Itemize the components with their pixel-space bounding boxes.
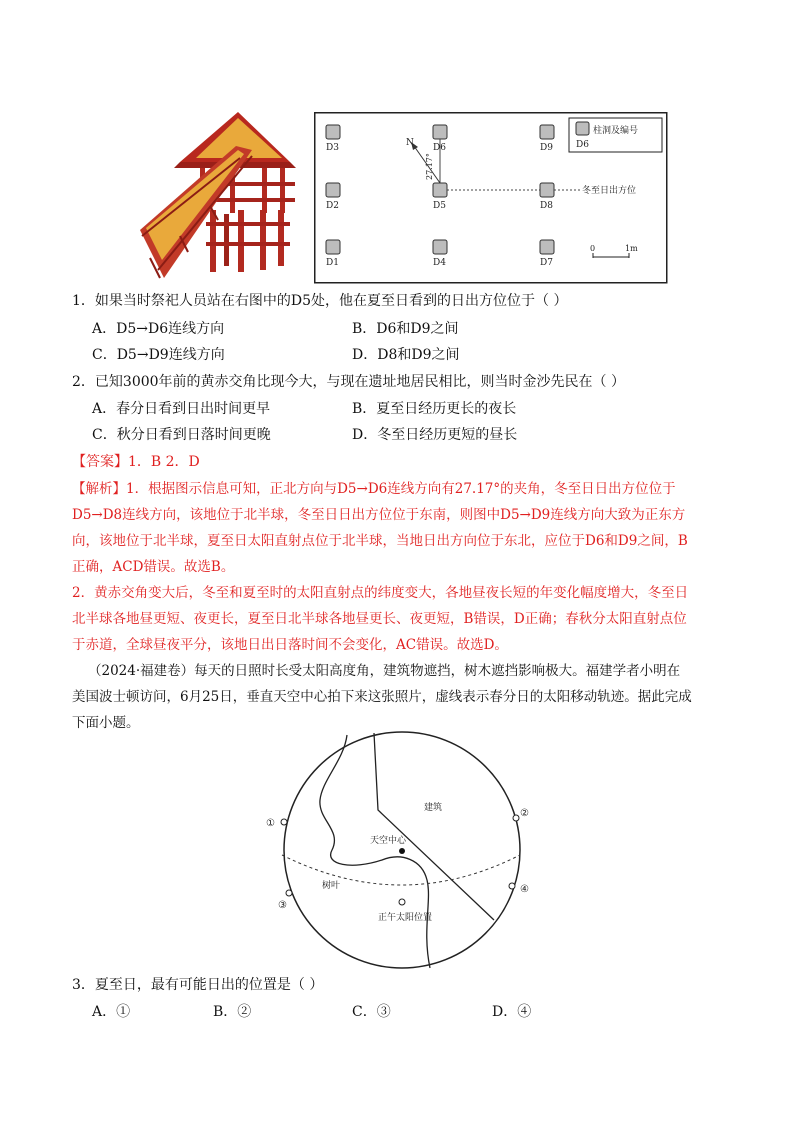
label-d1: D1 (326, 258, 339, 268)
posthole-d8 (540, 183, 554, 197)
q3-stem: 3．夏至日，最有可能日出的位置是（ ） (72, 977, 324, 993)
q2-option-b[interactable]: B．夏至日经历更长的夜长 (352, 401, 517, 417)
q1-option-b[interactable]: B．D6和D9之间 (352, 321, 459, 337)
posthole-d9 (540, 125, 554, 139)
intro-line-3: 下面小题。 (72, 715, 140, 731)
q1-stem: 1．如果当时祭祀人员站在右图中的D5处，他在夏至日看到的日出方位位于（ ） (72, 293, 568, 309)
sky-center-label: 天空中心 (370, 836, 407, 846)
pavilion-illustration (140, 110, 310, 285)
noon-sun-label: 正午太阳位置 (378, 913, 433, 923)
noon-sun-marker (399, 899, 405, 905)
q1-option-c[interactable]: C．D5→D9连线方向 (92, 347, 225, 363)
tree-outline (320, 735, 433, 968)
q2-option-a[interactable]: A．春分日看到日出时间更早 (92, 401, 271, 417)
marker-4-label: ④ (520, 884, 529, 895)
q3-option-a[interactable]: A．① (92, 1004, 131, 1020)
analysis-line-7: 于赤道，全球昼夜平分，该地日出日落时间不会变化，AC错误。故选D。 (72, 637, 508, 653)
marker-4-dot (509, 883, 515, 889)
analysis-block (72, 476, 688, 658)
label-d6: D6 (433, 143, 446, 153)
legend-sample-label: D6 (576, 140, 589, 150)
q2-option-c[interactable]: C．秋分日看到日落时间更晚 (92, 427, 271, 443)
posthole-d1 (326, 240, 340, 254)
analysis-line-5: 2．黄赤交角变大后，冬至和夏至时的太阳直射点的纬度变大，各地昼夜长短的年变化幅度增大，冬至日 (72, 585, 689, 601)
analysis-line-2: D5→D8连线方向，该地位于北半球，冬至日日出方位位于东南，则图中D5→D9连线方向大致为正东方 (72, 507, 686, 523)
sky-center-dot (399, 848, 405, 854)
scale-zero: 0 (590, 244, 596, 253)
posthole-d7 (540, 240, 554, 254)
building-outline (374, 733, 494, 920)
intro-line-2: 美国波士顿访问，6月25日，垂直天空中心拍下来这张照片，虚线表示春分日的太阳移动轨迹。据此完成 (72, 689, 692, 705)
sky-photo-figure (262, 730, 542, 975)
equinox-sun-path (282, 855, 520, 885)
intro-line-1: （2024·福建卷）每天的日照时长受太阳高度角，建筑物遮挡，树木遮挡影响极大。福建学者小明在 (88, 663, 681, 679)
analysis-line-3: 向，该地位于北半球，夏至日太阳直射点位于北半球，当地日出方向位于东北，应位于D6和D9之间，B (72, 533, 688, 549)
label-d3: D3 (326, 143, 339, 153)
q2-stem: 2．已知3000年前的黄赤交角比现今大，与现在遗址地居民相比，则当时金沙先民在（ ） (72, 374, 625, 390)
label-d9: D9 (540, 143, 553, 153)
posthole-d2 (326, 183, 340, 197)
posthole-d5 (433, 183, 447, 197)
north-label: N (406, 138, 414, 148)
tree-label: 树叶 (322, 881, 341, 891)
legend-text: 柱洞及编号 (593, 126, 639, 136)
sunrise-direction-label: 冬至日出方位 (582, 186, 637, 196)
analysis-line-4: 正确，ACD错误。故选B。 (72, 559, 235, 575)
analysis-line-6: 北半球各地昼更短、夜更长，夏至日北半球各地昼更长、夜更短，B错误，D正确；春秋分太阳直射点位 (72, 611, 687, 627)
marker-3-dot (286, 890, 292, 896)
scale-one: 1m (625, 244, 638, 253)
q1-option-a[interactable]: A．D5→D6连线方向 (92, 321, 225, 337)
label-d5: D5 (433, 201, 446, 211)
q2-option-d[interactable]: D．冬至日经历更短的昼长 (352, 427, 518, 443)
posthole-d6 (433, 125, 447, 139)
posthole-d3 (326, 125, 340, 139)
marker-2-label: ② (520, 808, 529, 819)
label-d8: D8 (540, 201, 553, 211)
angle-label: 27.17° (425, 153, 434, 180)
q1-option-d[interactable]: D．D8和D9之间 (352, 347, 460, 363)
q3-option-b[interactable]: B．② (213, 1004, 252, 1020)
label-d4: D4 (433, 258, 446, 268)
building-label: 建筑 (424, 803, 443, 813)
posthole-d4 (433, 240, 447, 254)
q3-option-c[interactable]: C．③ (352, 1004, 391, 1020)
analysis-line-1: 【解析】1．根据图示信息可知，正北方向与D5→D6连线方向有27.17°的夹角，冬至日日出方位位于 (72, 481, 676, 497)
marker-1-dot (281, 819, 287, 825)
legend-sample-icon (576, 122, 589, 135)
marker-1-label: ① (266, 818, 275, 829)
marker-2-dot (513, 815, 519, 821)
label-d7: D7 (540, 258, 553, 268)
q3-option-d[interactable]: D．④ (492, 1004, 532, 1020)
answer-line: 【答案】1．B 2．D (72, 454, 200, 470)
marker-3-label: ③ (278, 900, 287, 911)
label-d2: D2 (326, 201, 339, 211)
posthole-plan-figure (314, 112, 668, 284)
